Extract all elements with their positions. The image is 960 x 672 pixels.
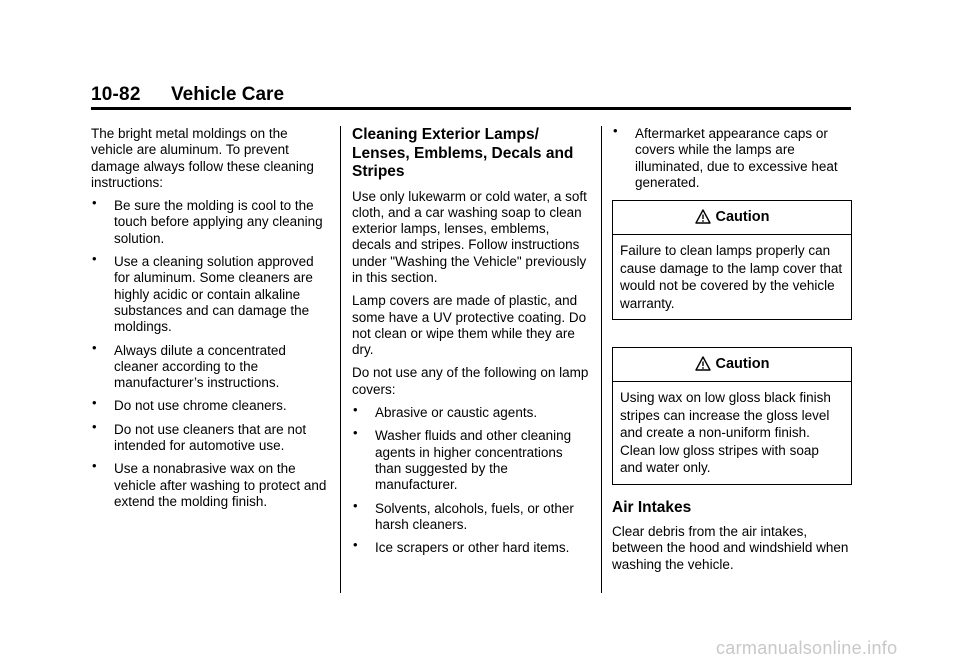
column-divider-1 [340,126,341,593]
list-item-text: Be sure the molding is cool to the touch before applying any cleaning solution. [114,198,323,246]
bullet-icon: • [613,123,618,138]
caution-text: Using wax on low gloss black finish stripes can increase the gloss level and create a non-uniform finish. Clean low gloss stripes with soap and water only. [620,390,831,476]
lamps-paragraph-2: Lamp covers are made of plastic, and some have a UV protective coating. Do not clean or wipe them while they are dry. [352,293,587,358]
caution-box-2 [612,347,852,485]
bullet-icon: • [92,251,97,267]
list-item [352,497,592,534]
section-title: Vehicle Care [171,84,285,105]
header-rule [91,107,851,110]
list-item-text: Aftermarket appearance caps or covers while the lamps are illuminated, due to excessive heat generated. [635,126,838,190]
warning-triangle-icon [695,209,711,224]
column-2 [352,126,592,563]
list-item [91,418,329,455]
bullet-icon: • [92,395,97,411]
lamps-paragraph-3: Do not use any of the following on lamp covers: [352,365,589,397]
molding-instructions-list [91,195,329,510]
list-item-text: Use a nonabrasive wax on the vehicle after washing to protect and extend the molding finish. [114,461,327,509]
column-divider-2 [601,126,602,593]
list-item-text: Solvents, alcohols, fuels, or other harsh cleaners. [375,500,574,532]
list-item-text: Do not use cleaners that are not intended for automotive use. [114,421,307,454]
column-1 [91,126,329,517]
list-item-text: Abrasive or caustic agents. [375,405,538,421]
list-item [91,395,329,414]
list-item [352,402,592,421]
list-item-text: Washer fluids and other cleaning agents in higher concentrations than suggested by the manufacturer. [375,428,572,493]
lamps-paragraph-1: Use only lukewarm or cold water, a soft cloth, and a car washing soap to clean exterior lamps, lenses, emblems, decals and stripes. Follow instructions under "Washing the Vehicle" previously in this section. [352,188,587,285]
page-number: 10-82 [91,84,141,105]
caution-title: Caution [715,356,770,373]
bullet-icon: • [92,418,97,434]
bullet-icon: • [353,497,358,513]
list-item-text: Ice scrapers or other hard items. [375,540,570,556]
caution-text: Failure to clean lamps properly can cause damage to the lamp cover that would not be covered by the vehicle warranty. [620,243,843,311]
lamp-cover-warnings-list [352,402,592,556]
column-3 [612,123,852,580]
list-item-text: Use a cleaning solution approved for aluminum. Some cleaners are highly acidic or contain alkaline substances and can damage the moldings. [114,254,314,335]
list-item [91,195,329,247]
list-item [91,458,329,510]
list-item [91,339,329,392]
bullet-icon: • [353,402,358,418]
caution-box-1 [612,200,852,320]
page-header [91,84,851,106]
list-item-text: Do not use chrome cleaners. [114,398,287,414]
bullet-icon: • [92,195,97,211]
list-item [352,425,592,493]
lamp-cover-warnings-list-continued [612,123,852,191]
caution-title: Caution [715,209,770,226]
caution-header [613,201,851,235]
list-item [91,251,329,335]
lamps-heading: Cleaning Exterior Lamps/ Lenses, Emblems, Decals and Stripes [352,126,574,180]
warning-triangle-icon [695,356,711,371]
intro-paragraph: The bright metal moldings on the vehicle are aluminum. To prevent damage always follow these cleaning instructions: [91,126,314,190]
air-intakes-paragraph: Clear debris from the air intakes, between the hood and windshield when washing the vehicle. [612,524,849,572]
list-item [352,537,592,556]
bullet-icon: • [353,537,358,553]
list-item-text: Always dilute a concentrated cleaner according to the manufacturer’s instructions. [114,342,286,391]
air-intakes-heading: Air Intakes [612,498,692,516]
watermark: carmanualsonline.info [716,638,898,658]
list-item [612,123,852,191]
bullet-icon: • [92,339,97,355]
bullet-icon: • [92,458,97,474]
bullet-icon: • [353,425,358,441]
caution-header [613,348,851,382]
